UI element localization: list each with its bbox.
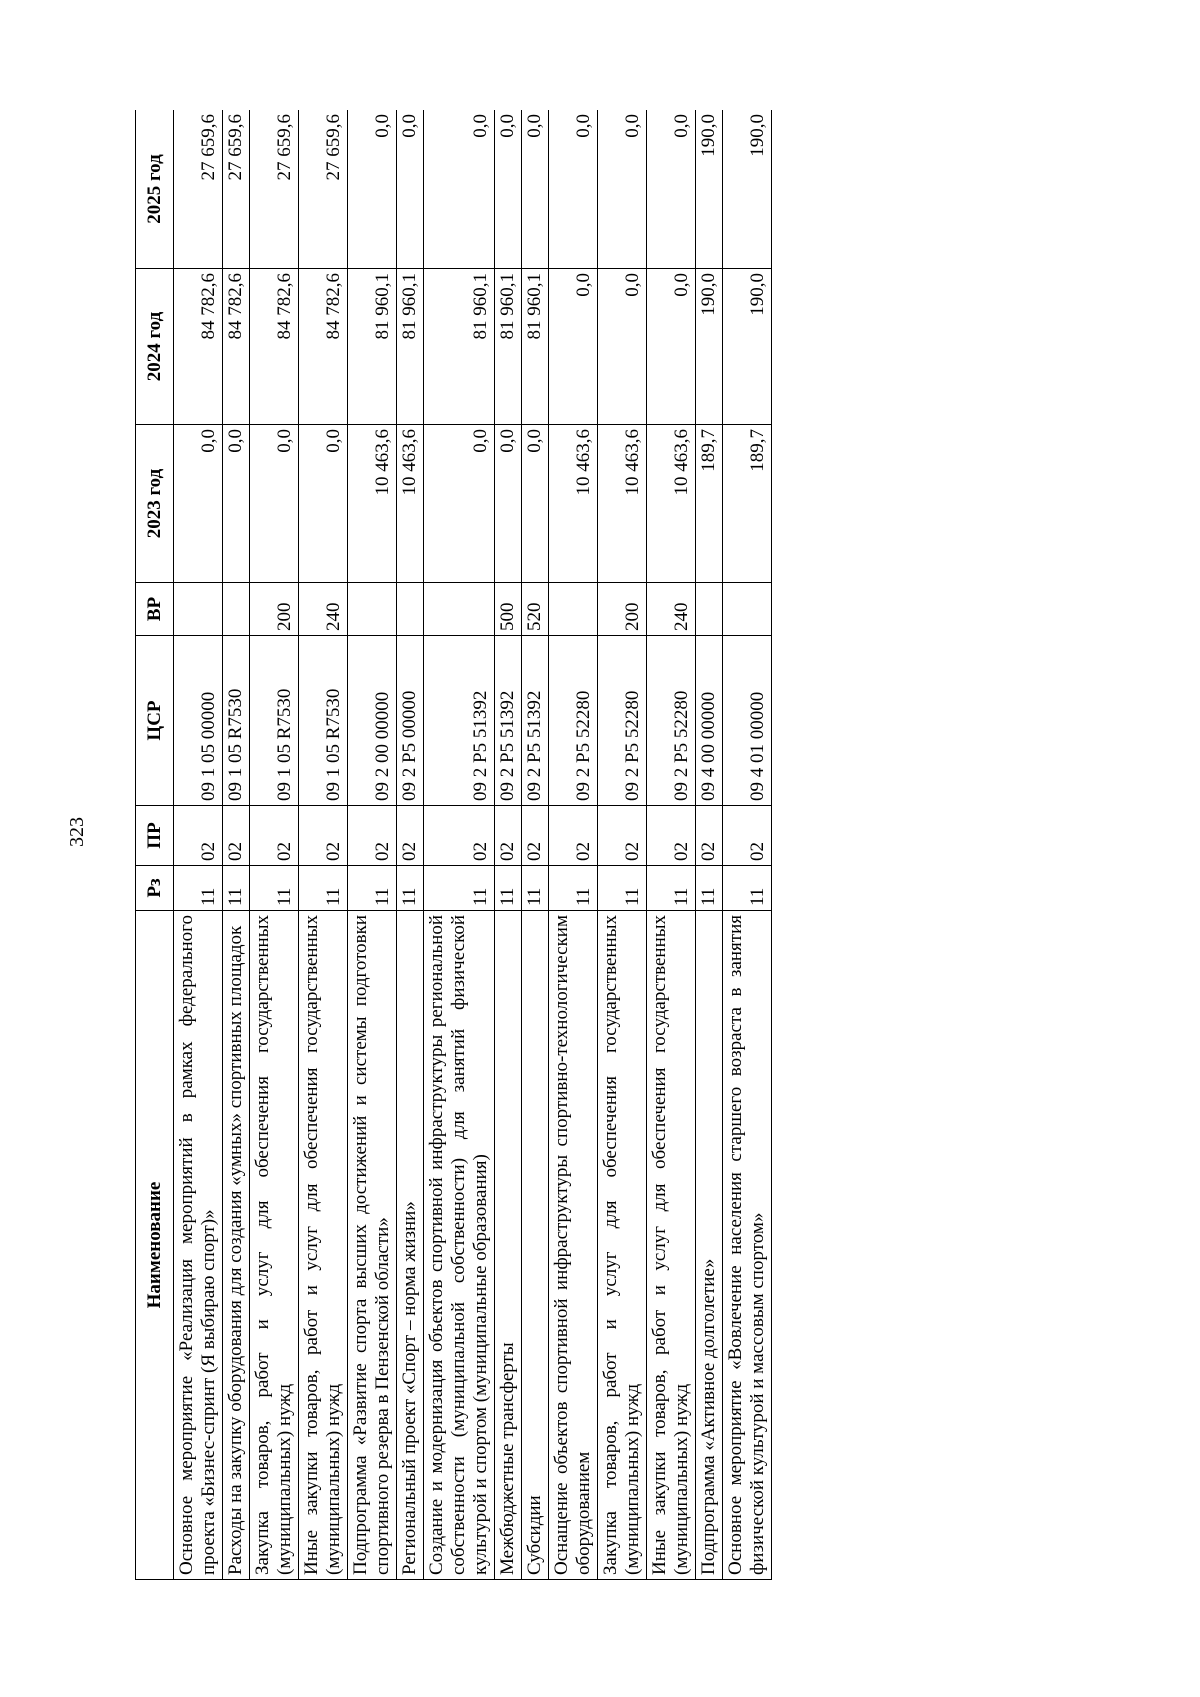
cell-name: Подпрограмма «Активное долголетие» — [696, 911, 723, 1580]
cell-csr: 09 1 05 R7530 — [250, 636, 299, 806]
cell-rz: 11 — [696, 866, 723, 911]
budget-table — [135, 110, 772, 1580]
table-row — [397, 110, 424, 1580]
cell-2023: 189,7 — [723, 425, 772, 583]
table-row — [250, 110, 299, 1580]
cell-rz: 11 — [299, 866, 348, 911]
cell-2024: 81 960,1 — [424, 269, 495, 425]
cell-2023: 0,0 — [495, 425, 522, 583]
cell-2024: 0,0 — [598, 269, 647, 425]
cell-2023: 10 463,6 — [647, 425, 696, 583]
cell-2025: 27 659,6 — [223, 110, 250, 269]
cell-csr: 09 1 05 R7530 — [299, 636, 348, 806]
rotated-table-container — [135, 110, 963, 1580]
cell-pr: 02 — [223, 806, 250, 866]
cell-vr: 500 — [495, 583, 522, 636]
header-pr: ПР — [136, 806, 174, 866]
cell-rz: 11 — [549, 866, 598, 911]
cell-csr: 09 1 05 00000 — [174, 636, 223, 806]
cell-rz: 11 — [647, 866, 696, 911]
cell-name: Региональный проект «Спорт – норма жизни» — [397, 911, 424, 1580]
cell-pr: 02 — [522, 806, 549, 866]
cell-rz: 11 — [424, 866, 495, 911]
cell-2023: 0,0 — [522, 425, 549, 583]
cell-csr: 09 2 P5 52280 — [598, 636, 647, 806]
table-row — [723, 110, 772, 1580]
cell-csr: 09 2 P5 00000 — [397, 636, 424, 806]
header-2023: 2023 год — [136, 425, 174, 583]
cell-pr: 02 — [424, 806, 495, 866]
table-row — [223, 110, 250, 1580]
cell-csr: 09 2 P5 52280 — [647, 636, 696, 806]
cell-vr — [397, 583, 424, 636]
cell-vr — [348, 583, 397, 636]
header-2025: 2025 год — [136, 110, 174, 269]
cell-2024: 84 782,6 — [174, 269, 223, 425]
cell-2023: 10 463,6 — [549, 425, 598, 583]
table-row — [696, 110, 723, 1580]
cell-rz: 11 — [598, 866, 647, 911]
cell-2025: 27 659,6 — [250, 110, 299, 269]
cell-vr — [549, 583, 598, 636]
cell-2024: 190,0 — [723, 269, 772, 425]
cell-rz: 11 — [397, 866, 424, 911]
cell-2024: 0,0 — [647, 269, 696, 425]
cell-2023: 0,0 — [174, 425, 223, 583]
cell-2024: 81 960,1 — [522, 269, 549, 425]
table-row — [424, 110, 495, 1580]
cell-pr: 02 — [696, 806, 723, 866]
cell-2023: 10 463,6 — [598, 425, 647, 583]
cell-vr — [723, 583, 772, 636]
cell-name: Основное мероприятие «Вовлечение населения старшего возраста в занятия физической культурой и массовым спортом» — [723, 911, 772, 1580]
cell-2024: 81 960,1 — [348, 269, 397, 425]
cell-2023: 10 463,6 — [397, 425, 424, 583]
cell-rz: 11 — [522, 866, 549, 911]
cell-pr: 02 — [723, 806, 772, 866]
cell-2025: 0,0 — [495, 110, 522, 269]
cell-2025: 27 659,6 — [174, 110, 223, 269]
cell-name: Подпрограмма «Развитие спорта высших достижений и системы подготовки спортивного резерва в Пензенской области» — [348, 911, 397, 1580]
cell-pr: 02 — [174, 806, 223, 866]
cell-name: Закупка товаров, работ и услуг для обеспечения государственных (муниципальных) нужд — [598, 911, 647, 1580]
cell-vr: 520 — [522, 583, 549, 636]
cell-vr: 200 — [598, 583, 647, 636]
cell-2024: 84 782,6 — [250, 269, 299, 425]
cell-vr — [696, 583, 723, 636]
cell-2023: 189,7 — [696, 425, 723, 583]
table-row — [522, 110, 549, 1580]
header-csr: ЦСР — [136, 636, 174, 806]
table-row — [647, 110, 696, 1580]
cell-2025: 0,0 — [397, 110, 424, 269]
table-row — [495, 110, 522, 1580]
cell-rz: 11 — [174, 866, 223, 911]
cell-name: Межбюджетные трансферты — [495, 911, 522, 1580]
cell-name: Расходы на закупку оборудования для создания «умных» спортивных площадок — [223, 911, 250, 1580]
cell-2024: 84 782,6 — [223, 269, 250, 425]
page-number: 323 — [66, 817, 88, 847]
cell-name: Иные закупки товаров, работ и услуг для обеспечения государственных (муниципальных) нужд — [299, 911, 348, 1580]
cell-vr — [223, 583, 250, 636]
cell-2024: 81 960,1 — [397, 269, 424, 425]
cell-2025: 0,0 — [598, 110, 647, 269]
cell-vr: 240 — [299, 583, 348, 636]
table-body — [174, 110, 772, 1580]
cell-2025: 0,0 — [549, 110, 598, 269]
cell-2024: 0,0 — [549, 269, 598, 425]
cell-2024: 190,0 — [696, 269, 723, 425]
cell-2023: 10 463,6 — [348, 425, 397, 583]
cell-pr: 02 — [348, 806, 397, 866]
cell-pr: 02 — [397, 806, 424, 866]
table-row — [348, 110, 397, 1580]
cell-2024: 84 782,6 — [299, 269, 348, 425]
cell-rz: 11 — [723, 866, 772, 911]
cell-name: Основное мероприятие «Реализация мероприятий в рамках федерального проекта «Бизнес-спринт (Я выбираю спорт)» — [174, 911, 223, 1580]
cell-csr: 09 4 01 00000 — [723, 636, 772, 806]
cell-csr: 09 2 00 00000 — [348, 636, 397, 806]
header-vr: ВР — [136, 583, 174, 636]
cell-2023: 0,0 — [250, 425, 299, 583]
cell-2025: 27 659,6 — [299, 110, 348, 269]
cell-rz: 11 — [223, 866, 250, 911]
cell-csr: 09 2 P5 52280 — [549, 636, 598, 806]
cell-vr — [424, 583, 495, 636]
cell-csr: 09 4 00 00000 — [696, 636, 723, 806]
cell-2023: 0,0 — [424, 425, 495, 583]
cell-pr: 02 — [299, 806, 348, 866]
cell-name: Закупка товаров, работ и услуг для обеспечения государственных (муниципальных) нужд — [250, 911, 299, 1580]
table-row — [598, 110, 647, 1580]
cell-csr: 09 1 05 R7530 — [223, 636, 250, 806]
cell-pr: 02 — [549, 806, 598, 866]
cell-pr: 02 — [647, 806, 696, 866]
cell-name: Субсидии — [522, 911, 549, 1580]
cell-name: Иные закупки товаров, работ и услуг для обеспечения государственных (муниципальных) нужд — [647, 911, 696, 1580]
cell-csr: 09 2 P5 51392 — [495, 636, 522, 806]
cell-vr — [174, 583, 223, 636]
table-row — [299, 110, 348, 1580]
cell-vr: 200 — [250, 583, 299, 636]
cell-name: Создание и модернизация объектов спортивной инфраструктуры региональной собственности (муниципальной собственности) для занятий физической культурой и спортом (муниципальные образования) — [424, 911, 495, 1580]
header-rz: Рз — [136, 866, 174, 911]
header-2024: 2024 год — [136, 269, 174, 425]
budget-table-sheet — [135, 110, 963, 1580]
cell-2025: 0,0 — [424, 110, 495, 269]
cell-vr: 240 — [647, 583, 696, 636]
cell-2025: 0,0 — [647, 110, 696, 269]
cell-pr: 02 — [250, 806, 299, 866]
cell-rz: 11 — [495, 866, 522, 911]
cell-2025: 0,0 — [522, 110, 549, 269]
table-header-row — [136, 110, 174, 1580]
table-row — [174, 110, 223, 1580]
header-name: Наименование — [136, 911, 174, 1580]
cell-csr: 09 2 P5 51392 — [522, 636, 549, 806]
cell-2023: 0,0 — [223, 425, 250, 583]
cell-2025: 0,0 — [348, 110, 397, 269]
cell-rz: 11 — [250, 866, 299, 911]
cell-2025: 190,0 — [723, 110, 772, 269]
cell-2025: 190,0 — [696, 110, 723, 269]
cell-csr: 09 2 P5 51392 — [424, 636, 495, 806]
cell-rz: 11 — [348, 866, 397, 911]
cell-2023: 0,0 — [299, 425, 348, 583]
cell-pr: 02 — [495, 806, 522, 866]
cell-2024: 81 960,1 — [495, 269, 522, 425]
cell-name: Оснащение объектов спортивной инфраструктуры спортивно-технологическим оборудованием — [549, 911, 598, 1580]
table-row — [549, 110, 598, 1580]
cell-pr: 02 — [598, 806, 647, 866]
